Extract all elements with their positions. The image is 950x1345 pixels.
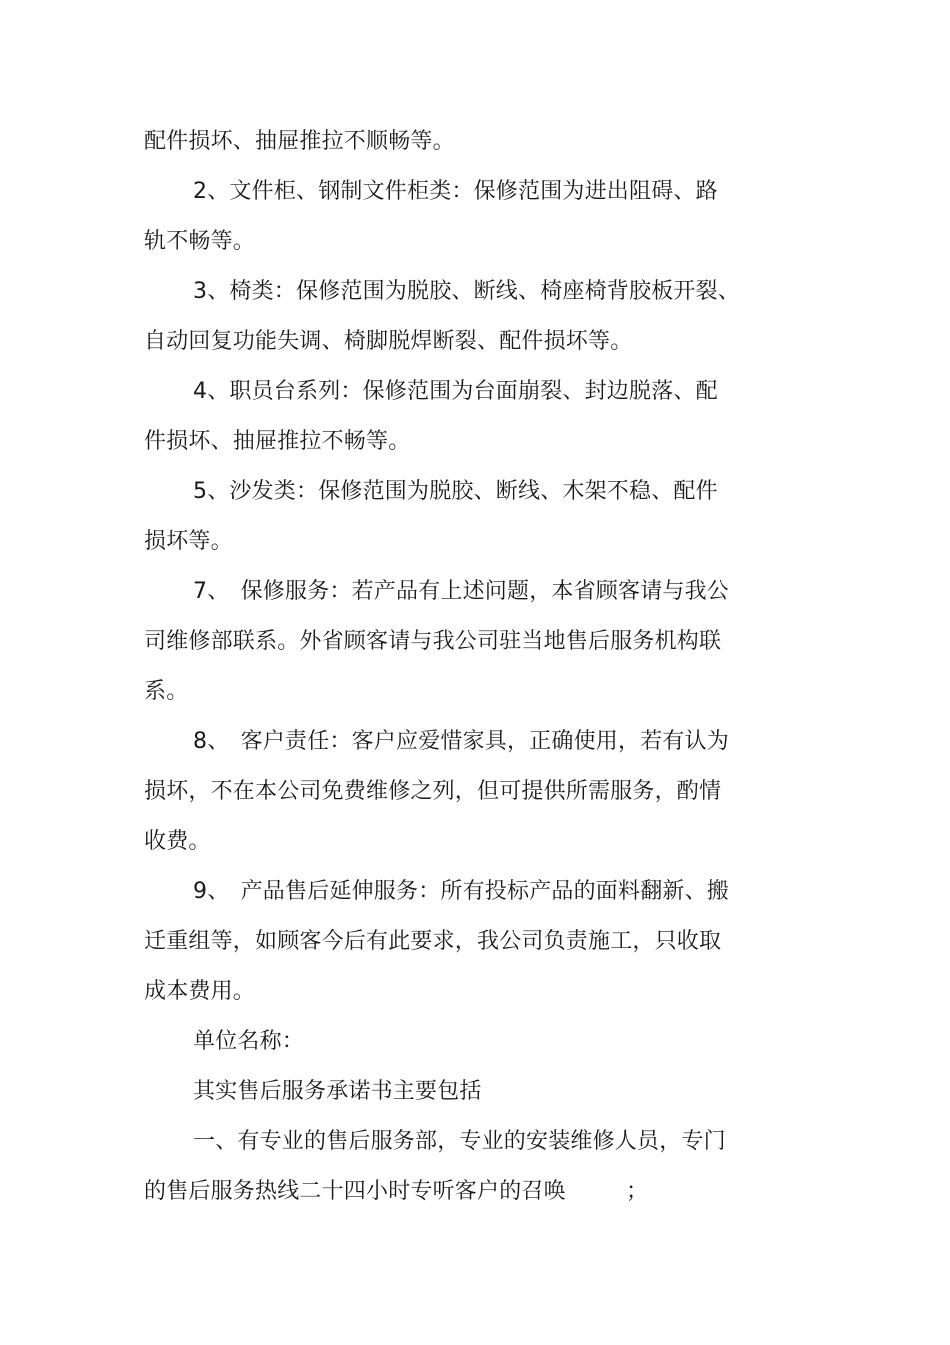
text-line: 司维修部联系。外省顾客请与我公司驻当地售后服务机构联 <box>144 629 722 654</box>
text-line: 迁重组等，如顾客今后有此要求，我公司负责施工，只收取 <box>144 929 722 954</box>
text-line: 配件损坏、抽屉推拉不顺畅等。 <box>144 129 455 154</box>
text-line: 2、文件柜、钢制文件柜类：保修范围为进出阻碍、路 <box>193 179 718 204</box>
text-line: 成本费用。 <box>144 979 256 1004</box>
text-line: 系。 <box>144 679 189 704</box>
text-line: 3、椅类：保修范围为脱胶、断线、椅座椅背胶板开裂、 <box>193 279 740 304</box>
trailing-semicolon: ； <box>626 1179 649 1204</box>
text-line: 收费。 <box>144 829 211 854</box>
text-line: 的售后服务热线二十四小时专听客户的召唤 <box>144 1179 566 1204</box>
text-line: 7、 保修服务：若产品有上述问题，本省顾客请与我公 <box>193 579 729 604</box>
text-line: 9、 产品售后延伸服务：所有投标产品的面料翻新、搬 <box>193 879 729 904</box>
text-line: 8、 客户责任：客户应爱惜家具，正确使用，若有认为 <box>193 729 729 754</box>
text-line: 4、职员台系列：保修范围为台面崩裂、封边脱落、配 <box>193 379 718 404</box>
text-line: 轨不畅等。 <box>144 229 256 254</box>
text-line: 损坏，不在本公司免费维修之列，但可提供所需服务，酌情 <box>144 779 722 804</box>
text-line: 5、沙发类：保修范围为脱胶、断线、木架不稳、配件 <box>193 479 718 504</box>
text-line: 其实售后服务承诺书主要包括 <box>193 1079 482 1104</box>
text-line: 一、有专业的售后服务部，专业的安装维修人员，专门 <box>193 1129 726 1154</box>
text-line: 单位名称： <box>193 1029 305 1054</box>
text-line: 损坏等。 <box>144 529 233 554</box>
text-line: 件损坏、抽屉推拉不畅等。 <box>144 429 411 454</box>
text-line: 自动回复功能失调、椅脚脱焊断裂、配件损坏等。 <box>144 329 633 354</box>
